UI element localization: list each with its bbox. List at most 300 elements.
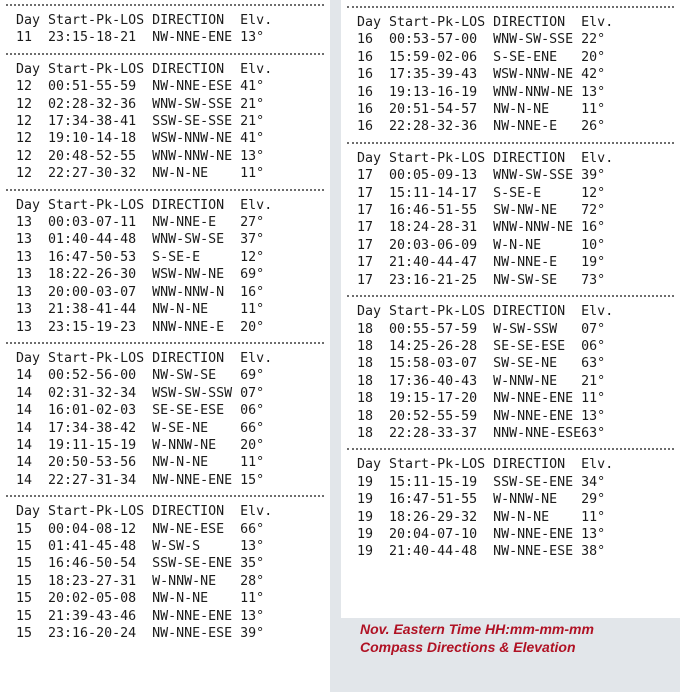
pass-time: 02:31-32-34 (48, 385, 153, 401)
pass-row (341, 491, 680, 508)
header-direction: DIRECTION (493, 15, 582, 30)
pass-day: 18 (357, 338, 390, 354)
pass-elevation: 07° (581, 321, 606, 337)
pass-row (0, 367, 330, 384)
day-block (341, 6, 680, 142)
pass-elevation: 39° (240, 626, 265, 641)
pass-direction: NNW-NNE-ESE (493, 425, 582, 441)
pass-time: 23:15-18-21 (48, 30, 153, 46)
header-elv: Elv. (581, 150, 614, 166)
pass-time: 16:01-02-03 (48, 403, 153, 419)
pass-direction: W-SW-SSW (493, 321, 582, 337)
pass-elevation: 41° (240, 79, 265, 95)
pass-row (0, 113, 330, 130)
pass-day: 12 (16, 96, 49, 112)
day-block (341, 295, 680, 448)
day-block (0, 53, 330, 189)
pass-time: 18:22-26-30 (48, 267, 153, 283)
pass-direction: NW-N-NE (152, 591, 241, 607)
pass-row (341, 425, 680, 442)
pass-row (0, 231, 330, 248)
pass-elevation: 13° (240, 538, 265, 554)
pass-time: 14:25-26-28 (389, 338, 494, 354)
pass-day: 16 (357, 119, 390, 135)
pass-time: 20:48-52-55 (48, 148, 153, 164)
pass-day: 18 (357, 408, 390, 424)
day-block (0, 495, 330, 648)
pass-time: 21:40-44-47 (389, 255, 494, 271)
header-direction: DIRECTION (493, 457, 582, 473)
pass-direction: NW-NNE-ENE (152, 30, 241, 46)
header-elv: Elv. (581, 15, 614, 30)
pass-time: 17:36-40-43 (389, 373, 494, 389)
pass-direction: W-NNW-NE (152, 437, 241, 453)
pass-row (0, 78, 330, 95)
pass-elevation: 12° (240, 249, 265, 265)
pass-day: 17 (357, 255, 390, 271)
pass-elevation: 16° (581, 220, 606, 236)
pass-row (0, 249, 330, 266)
pass-day: 13 (16, 249, 49, 265)
pass-time: 17:34-38-41 (48, 114, 153, 130)
header-day: Day (357, 304, 390, 320)
pass-row (0, 555, 330, 572)
pass-row (341, 254, 680, 271)
header-direction: DIRECTION (152, 197, 241, 213)
pass-elevation: 13° (240, 608, 265, 624)
dotted-separator (6, 53, 324, 61)
pass-row (0, 454, 330, 471)
header-start: Start-Pk-LOS (389, 15, 494, 30)
caption-line-2: Compass Directions & Elevation (360, 639, 576, 655)
pass-direction: WNW-SW-SE (152, 232, 241, 248)
pass-row (341, 185, 680, 202)
header-day: Day (16, 197, 49, 213)
pass-direction: NW-SW-SE (152, 368, 241, 384)
pass-elevation: 28° (240, 573, 265, 589)
pass-row (0, 96, 330, 113)
pass-row (341, 543, 680, 560)
pass-elevation: 13° (240, 30, 265, 46)
pass-time: 16:47-50-53 (48, 249, 153, 265)
pass-row (0, 608, 330, 625)
pass-day: 17 (357, 185, 390, 201)
dotted-separator (347, 448, 674, 456)
pass-day: 19 (357, 526, 390, 542)
pass-time: 23:16-21-25 (389, 272, 494, 288)
pass-direction: NW-NNE-E (493, 255, 582, 271)
pass-elevation: 72° (581, 203, 606, 219)
pass-direction: W-SE-NE (152, 420, 241, 436)
pass-elevation: 35° (240, 556, 265, 572)
pass-day: 16 (357, 84, 390, 100)
pass-time: 15:59-02-06 (389, 49, 494, 65)
pass-direction: WSW-NW-NE (152, 267, 241, 283)
pass-day: 15 (16, 608, 49, 624)
pass-row (341, 202, 680, 219)
header-direction: DIRECTION (152, 61, 241, 77)
pass-elevation: 39° (581, 168, 606, 184)
pass-row (0, 521, 330, 538)
header-start: Start-Pk-LOS (48, 197, 153, 213)
pass-row (341, 31, 680, 48)
pass-direction: SSW-SE-ENE (152, 556, 241, 572)
pass-day: 14 (16, 437, 49, 453)
pass-row (341, 355, 680, 372)
pass-elevation: 11° (581, 102, 606, 118)
pass-time: 16:46-50-54 (48, 556, 153, 572)
header-direction: DIRECTION (152, 504, 241, 520)
pass-day: 14 (16, 403, 49, 419)
pass-direction: WNW-NNW-NE (152, 148, 241, 164)
pass-time: 22:27-30-32 (48, 166, 153, 182)
pass-day: 13 (16, 302, 49, 318)
header-day: Day (16, 350, 49, 366)
header-elv: Elv. (581, 304, 614, 320)
pass-elevation: 15° (240, 472, 265, 488)
pass-row (0, 301, 330, 318)
pass-time: 01:41-45-48 (48, 538, 153, 554)
pass-day: 16 (357, 32, 390, 48)
pass-row (0, 402, 330, 419)
pass-row (341, 219, 680, 236)
pass-time: 20:52-55-59 (389, 408, 494, 424)
pass-day: 13 (16, 267, 49, 283)
pass-elevation: 42° (581, 67, 606, 83)
pass-day: 14 (16, 472, 49, 488)
pass-elevation: 38° (581, 544, 606, 560)
pass-day: 15 (16, 556, 49, 572)
pass-row (0, 29, 330, 46)
header-start: Start-Pk-LOS (389, 304, 494, 320)
dotted-separator (6, 495, 324, 503)
pass-row (341, 526, 680, 543)
left-schedule-column (0, 0, 330, 692)
pass-time: 21:40-44-48 (389, 544, 494, 560)
pass-direction: NW-NNE-E (493, 119, 582, 135)
pass-time: 19:10-14-18 (48, 131, 153, 147)
pass-elevation: 63° (581, 356, 606, 372)
header-elv: Elv. (240, 504, 273, 520)
pass-elevation: 41° (240, 131, 265, 147)
pass-elevation: 11° (581, 509, 606, 525)
pass-row (0, 165, 330, 182)
pass-elevation: 27° (240, 215, 265, 231)
pass-time: 19:11-15-19 (48, 437, 153, 453)
pass-time: 16:46-51-55 (389, 203, 494, 219)
pass-row (341, 338, 680, 355)
pass-elevation: 11° (581, 391, 606, 407)
column-header-row (0, 503, 330, 520)
pass-row (341, 237, 680, 254)
header-start: Start-Pk-LOS (389, 150, 494, 166)
header-day: Day (357, 457, 390, 473)
pass-row (341, 373, 680, 390)
pass-row (0, 472, 330, 489)
pass-day: 15 (16, 626, 49, 641)
pass-elevation: 20° (240, 319, 265, 335)
pass-direction: NW-N-NE (152, 166, 241, 182)
column-header-row (341, 456, 680, 473)
header-direction: DIRECTION (152, 13, 241, 28)
pass-time: 15:11-14-17 (389, 185, 494, 201)
pass-time: 00:52-56-00 (48, 368, 153, 384)
pass-day: 17 (357, 203, 390, 219)
header-start: Start-Pk-LOS (48, 13, 153, 28)
pass-direction: NNW-NNE-E (152, 319, 241, 335)
pass-elevation: 11° (240, 302, 265, 318)
column-header-row (0, 197, 330, 214)
pass-time: 18:24-28-31 (389, 220, 494, 236)
pass-elevation: 69° (240, 368, 265, 384)
pass-row (0, 437, 330, 454)
pass-day: 18 (357, 373, 390, 389)
pass-row (341, 118, 680, 135)
pass-row (341, 321, 680, 338)
pass-direction: S-SE-E (152, 249, 241, 265)
pass-row (0, 590, 330, 607)
pass-direction: NW-NNE-ENE (493, 408, 582, 424)
pass-direction: W-N-NE (493, 237, 582, 253)
dotted-separator (347, 295, 674, 303)
pass-direction: SSW-SE-SSE (152, 114, 241, 130)
column-header-row (341, 303, 680, 320)
pass-elevation: 21° (240, 114, 265, 130)
pass-day: 16 (357, 67, 390, 83)
pass-day: 17 (357, 220, 390, 236)
dotted-separator (347, 142, 674, 150)
pass-time: 00:03-07-11 (48, 215, 153, 231)
pass-direction: WSW-NNW-NE (152, 131, 241, 147)
pass-time: 02:28-32-36 (48, 96, 153, 112)
header-direction: DIRECTION (152, 350, 241, 366)
header-elv: Elv. (240, 197, 273, 213)
pass-row (0, 130, 330, 147)
pass-day: 17 (357, 168, 390, 184)
pass-direction: NW-N-NE (493, 102, 582, 118)
pass-day: 15 (16, 591, 49, 607)
pass-elevation: 16° (240, 284, 265, 300)
pass-direction: NW-NNE-ESE (493, 544, 582, 560)
pass-day: 18 (357, 356, 390, 372)
pass-direction: SE-SE-ESE (493, 338, 582, 354)
day-block (341, 142, 680, 295)
dotted-separator (6, 4, 324, 12)
pass-direction: WNW-SW-SSE (493, 168, 582, 184)
pass-time: 23:16-20-24 (48, 626, 153, 641)
pass-time: 00:04-08-12 (48, 521, 153, 537)
column-header-row (341, 14, 680, 31)
column-header-row (341, 150, 680, 167)
pass-direction: WNW-NNW-NE (493, 84, 582, 100)
pass-direction: WNW-NNW-N (152, 284, 241, 300)
pass-direction: W-NNW-NE (493, 373, 582, 389)
column-header-row (0, 12, 330, 29)
pass-day: 18 (357, 321, 390, 337)
day-block (341, 448, 680, 566)
pass-day: 12 (16, 79, 49, 95)
pass-row (0, 319, 330, 336)
pass-elevation: 29° (581, 492, 606, 508)
pass-direction: NW-N-NE (493, 509, 582, 525)
pass-time: 20:00-03-07 (48, 284, 153, 300)
pass-elevation: 10° (581, 237, 606, 253)
pass-elevation: 37° (240, 232, 265, 248)
pass-direction: SE-SE-ESE (152, 403, 241, 419)
pass-day: 19 (357, 492, 390, 508)
pass-direction: SSW-SE-ENE (493, 474, 582, 490)
pass-row (0, 266, 330, 283)
pass-row (341, 272, 680, 289)
pass-row (0, 625, 330, 642)
pass-direction: SW-SE-NE (493, 356, 582, 372)
pass-elevation: 20° (581, 49, 606, 65)
pass-time: 00:53-57-00 (389, 32, 494, 48)
day-block (0, 342, 330, 495)
pass-elevation: 66° (240, 521, 265, 537)
pass-time: 22:27-31-34 (48, 472, 153, 488)
pass-direction: NW-N-NE (152, 455, 241, 471)
header-direction: DIRECTION (493, 304, 582, 320)
pass-elevation: 07° (240, 385, 265, 401)
pass-elevation: 63° (581, 425, 606, 441)
pass-day: 19 (357, 474, 390, 490)
dotted-separator (347, 6, 674, 14)
pass-direction: WNW-NNW-NE (493, 220, 582, 236)
pass-direction: NW-NE-ESE (152, 521, 241, 537)
pass-time: 01:40-44-48 (48, 232, 153, 248)
pass-day: 18 (357, 425, 390, 441)
header-day: Day (16, 13, 49, 28)
pass-elevation: 21° (581, 373, 606, 389)
pass-day: 12 (16, 114, 49, 130)
header-elv: Elv. (240, 350, 273, 366)
pass-row (341, 84, 680, 101)
pass-time: 17:34-38-42 (48, 420, 153, 436)
day-block (0, 189, 330, 342)
pass-time: 00:05-09-13 (389, 168, 494, 184)
pass-direction: S-SE-E (493, 185, 582, 201)
pass-day: 16 (357, 102, 390, 118)
pass-day: 12 (16, 148, 49, 164)
right-schedule-column (341, 0, 680, 618)
pass-row (341, 101, 680, 118)
pass-day: 19 (357, 544, 390, 560)
pass-day: 15 (16, 521, 49, 537)
header-elv: Elv. (581, 457, 614, 473)
pass-row (341, 167, 680, 184)
pass-time: 19:15-17-20 (389, 391, 494, 407)
pass-time: 15:58-03-07 (389, 356, 494, 372)
pass-elevation: 12° (581, 185, 606, 201)
pass-time: 21:38-41-44 (48, 302, 153, 318)
pass-elevation: 34° (581, 474, 606, 490)
pass-day: 16 (357, 49, 390, 65)
pass-elevation: 06° (581, 338, 606, 354)
pass-elevation: 11° (240, 591, 265, 607)
pass-time: 22:28-33-37 (389, 425, 494, 441)
pass-time: 22:28-32-36 (389, 119, 494, 135)
pass-day: 15 (16, 573, 49, 589)
column-header-row (0, 61, 330, 78)
pass-row (341, 66, 680, 83)
pass-time: 00:51-55-59 (48, 79, 153, 95)
pass-day: 13 (16, 232, 49, 248)
pass-elevation: 11° (240, 455, 265, 471)
pass-elevation: 69° (240, 267, 265, 283)
pass-time: 23:15-19-23 (48, 319, 153, 335)
pass-row (341, 49, 680, 66)
pass-day: 11 (16, 30, 49, 46)
pass-day: 14 (16, 368, 49, 384)
pass-direction: NW-NNE-ESE (152, 79, 241, 95)
pass-elevation: 06° (240, 403, 265, 419)
pass-time: 20:02-05-08 (48, 591, 153, 607)
pass-day: 15 (16, 538, 49, 554)
pass-elevation: 13° (581, 526, 606, 542)
pass-direction: NW-NNE-ESE (152, 626, 241, 641)
pass-row (0, 284, 330, 301)
pass-row (341, 408, 680, 425)
pass-elevation: 19° (581, 255, 606, 271)
pass-direction: NW-NNE-ENE (493, 391, 582, 407)
header-direction: DIRECTION (493, 150, 582, 166)
pass-day: 12 (16, 166, 49, 182)
pass-day: 18 (357, 391, 390, 407)
pass-direction: SW-NW-NE (493, 203, 582, 219)
pass-day: 13 (16, 215, 49, 231)
pass-direction: W-NNW-NE (493, 492, 582, 508)
pass-elevation: 13° (240, 148, 265, 164)
pass-day: 13 (16, 319, 49, 335)
pass-row (0, 385, 330, 402)
pass-direction: WNW-SW-SSE (152, 96, 241, 112)
header-elv: Elv. (240, 13, 273, 28)
pass-time: 20:04-07-10 (389, 526, 494, 542)
header-start: Start-Pk-LOS (389, 457, 494, 473)
pass-day: 17 (357, 237, 390, 253)
pass-row (0, 538, 330, 555)
pass-day: 12 (16, 131, 49, 147)
pass-time: 17:35-39-43 (389, 67, 494, 83)
pass-elevation: 13° (581, 408, 606, 424)
pass-elevation: 73° (581, 272, 606, 288)
pass-day: 13 (16, 284, 49, 300)
pass-direction: W-NNW-NE (152, 573, 241, 589)
column-header-row (0, 350, 330, 367)
header-day: Day (357, 15, 390, 30)
header-start: Start-Pk-LOS (48, 350, 153, 366)
header-day: Day (357, 150, 390, 166)
pass-elevation: 11° (240, 166, 265, 182)
pass-direction: NW-NNE-ENE (152, 608, 241, 624)
header-start: Start-Pk-LOS (48, 61, 153, 77)
header-elv: Elv. (240, 61, 273, 77)
pass-time: 20:03-06-09 (389, 237, 494, 253)
pass-time: 15:11-15-19 (389, 474, 494, 490)
pass-day: 14 (16, 385, 49, 401)
pass-elevation: 21° (240, 96, 265, 112)
pass-direction: WNW-SW-SSE (493, 32, 582, 48)
pass-row (341, 390, 680, 407)
pass-direction: NW-NNE-ENE (493, 526, 582, 542)
pass-day: 17 (357, 272, 390, 288)
day-block (0, 4, 330, 53)
pass-time: 20:51-54-57 (389, 102, 494, 118)
pass-direction: WSW-SW-SSW (152, 385, 241, 401)
pass-direction: S-SE-ENE (493, 49, 582, 65)
pass-elevation: 20° (240, 437, 265, 453)
